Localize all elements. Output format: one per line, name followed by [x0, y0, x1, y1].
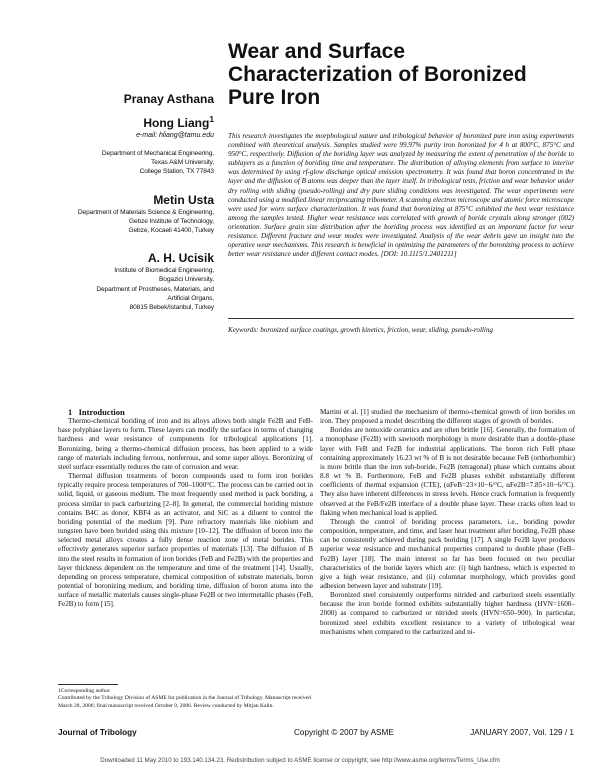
- author-name: Metin Usta: [153, 192, 214, 207]
- author-name: Pranay Asthana: [123, 92, 214, 106]
- footnote-submission: Contributed by the Tribology Division of ASME for publication in the Journal of Tribology. Manuscript received March 28, 2006; final manuscript received October 9, 2006. Review conducted by Mitjan Kalin.: [58, 695, 311, 709]
- author-email[interactable]: e-mail: hliang@tamu.edu: [136, 132, 214, 139]
- author-3: [20, 193, 214, 236]
- author-block: [20, 92, 214, 321]
- keywords: Keywords: boronized surface coatings, growth kinetics, friction, wear, sliding, pseudo-rolling: [228, 326, 493, 334]
- affiliation-line: Artificial Organs,: [167, 294, 214, 302]
- title-line-2: Characterization of Boronized: [228, 63, 527, 86]
- issue-info: JANUARY 2007, Vol. 129 / 1: [470, 728, 574, 737]
- section-number: 1: [68, 407, 73, 417]
- affiliation-line: College Station, TX 77843: [139, 168, 214, 176]
- body-column-left: [58, 408, 313, 609]
- affiliation-line: Department of Materials Science & Engineering,: [77, 208, 214, 216]
- section-heading: [58, 408, 313, 417]
- affiliation-line: 80815 Bebek/Istanbul, Turkey: [129, 304, 214, 312]
- abstract-divider: [228, 318, 574, 319]
- author-1: [20, 92, 214, 107]
- affiliation-line: Department of Mechanical Engineering,: [101, 150, 214, 157]
- section-title: Introduction: [78, 407, 125, 417]
- author-4: [20, 251, 214, 312]
- author-2: [20, 116, 214, 177]
- journal-footer: [58, 728, 574, 740]
- affiliation-line: Bogazici University,: [158, 276, 214, 284]
- affiliation-line: Gebze Institute of Technology,: [128, 217, 214, 225]
- affiliation-line: Texas A&M University,: [151, 159, 214, 167]
- author-name: Hong Liang$^1$: [143, 114, 214, 130]
- footnote-corresponding: 1Corresponding author.: [58, 688, 111, 694]
- affiliation-line: Institute of Biomedical Engineering,: [114, 267, 214, 275]
- journal-name: Journal of Tribology: [58, 728, 137, 737]
- download-notice: Downloaded 11 May 2010 to 193.140.134.23. Redistribution subject to ASME license or copyright; see http://www.asme.org/terms/Terms_Use.cfm: [100, 757, 500, 764]
- paper-title: [228, 40, 568, 109]
- footnote-divider: [58, 684, 118, 685]
- author-footnote-mark: 1: [209, 114, 214, 124]
- copyright-notice: Copyright © 2007 by ASME: [294, 728, 394, 737]
- abstract: This research investigates the morphological nature and tribological behavior of boronized pure iron using experiments combined with theoretical analysis. Samples studied were 99.97% purity iron boronized for 4 h at 800°C, 875°C and 950°C, respectively. Diffusion of the boriding layer was analyzed by measuring the extent of penetration of the boride to sublayers as a function of boriding time and temperature. The distribution of alloying elements from surface to interior was determined by using rf-glow discharge optical emission spectrometry. It was found that boron concentrated in the layer and the diffusion of B atoms was deeper than the layer itself. In tribological tests, friction and wear behavior under dry rolling with sliding (pseudo-rolling) and dry pure sliding conditions was investigated. The wear experiments were conducted using a modified linear reciprocating tribometer. A scanning electron microscope and atomic force microscope were used for worn surface characterization. It was found that boronizing at 875°C exhibited the best wear resistance among the samples tested. Higher wear resistance was correlated with growth of boride crystals along stronger (002) orientation. Surface grain size distribution after the boriding process was identified as an important factor for wear resistance. Different fracture and wear modes were investigated. Analysis of the wear debris gave an insight into the operative wear mechanisms. This research is beneficial in optimizing the parameters of the boronizing process to achieve better wear resistance under different contact modes. [DOI: 10.1115/1.2401211]: [228, 132, 574, 259]
- footnotes: [58, 688, 313, 710]
- body-paragraph: Through the control of boriding process parameters, i.e., boriding powder composition, temperature, and time, and laser heat treatment after boriding, Fe2B phase can be consistently achieved during pack boriding [17]. A single Fe2B layer produces superior wear resistance and mechanical properties compared to double phase (FeB–Fe2B) layer [18]. The main interest so far has been focused on two peculiar characteristics of the boride layers which are: (i) high hardness, which is expected to give a high wear resistance, and (ii) columnar morphology, which provides good adhesion between layer and substrate [19].: [320, 517, 575, 590]
- body-paragraph: Borides are nonoxide ceramics and are often brittle [16]. Generally, the formation of a monophase (Fe2B) with sawtooth morphology is more desirable than a double-phase layer with FeB and Fe2B for industrial applications. The boron rich FeB phase containing approximately 16.23 wt % of B is not desirable because FeB (orthorhombic) is more brittle than the iron sub-boride, Fe2B (tetragonal) phase which contains about 8.8 wt % B. Furthermore, FeB and Fe2B phases exhibit substantially different coefficients of thermal expansion (CTE), (αFeB=23×10−6/°C, αFe2B=7.85×10−6/°C). They also have inherent differences in stress levels. Hence crack formation is frequently observed at the FeB/Fe2B interface of a double phase layer. These cracks often lead to flaking when mechanical load is applied.: [320, 426, 575, 517]
- title-line-1: Wear and Surface: [228, 40, 406, 63]
- title-line-3: Pure Iron: [228, 86, 321, 109]
- author-name: A. H. Ucisik: [147, 251, 214, 266]
- body-paragraph: Martini et al. [1] studied the mechanism of thermo-chemical growth of iron borides on iron. They proposed a model describing the different stages of growth of borides.: [320, 408, 575, 426]
- affiliation-line: Gebze, Kocaeli 41400, Turkey: [128, 227, 214, 235]
- body-paragraph: Thermal diffusion treatments of boron compounds used to form iron borides typically require process temperatures of 700–1000°C. The process can be carried out in solid, liquid, or gaseous medium. The most frequently used method is pack boriding, a process similar to pack carburizing [2–8]. In general, the commercial boriding mixture contains B4C as donor, KBF4 as an activator, and SiC as a diluent to control the boriding potential of the medium [9]. Pure refractory materials like niobium and tungsten have been borided using this mixture [10–12]. The diffusion of boron into the selected metal alloys creates a fully dense reaction zone of metal borides. This effectively generates superior surface properties of materials [13]. The diffusion of B into the steel results in formation of iron borides (FeB and Fe2B) with the properties and layer thickness dependent on the temperature and time of the treatment [14]. Usually, depending on process temperature, chemical composition of substrate materials, boron potential of boronizing medium, and boriding time, diffusion of boron atoms into the surface of metallic materials causes single-phase Fe2B or two intermetallic phases (FeB, Fe2B) to form [15].: [58, 472, 313, 609]
- body-paragraph: Boronized steel consistently outperforms nitrided and carburized steels essentially because the iron boride formed exhibits substantially higher hardness (HVN=1600–2000) as compared to carburized or nitrided steels (HVN=650–900). In particular, boronized steel exhibits excellent resistance to a variety of tribological wear mechanisms when compared to the carburized and ni-: [320, 591, 575, 636]
- affiliation-line: Department of Prostheses, Materials, and: [96, 285, 214, 293]
- body-column-right: [320, 408, 575, 637]
- body-paragraph: Thermo-chemical boriding of iron and its alloys allows both single Fe2B and FeB-base polyphase layers to form. These layers can modify the surface in terms of changing hardness and wear resistance of components for tribological applications [1]. Boronizing, being a thermo-chemical diffusion process, has been applied to a wide range of materials including ferrous, nonferrous, and some super alloys. Boronizing of steel surface essentially reduces the rate of corrosion and wear.: [58, 417, 313, 471]
